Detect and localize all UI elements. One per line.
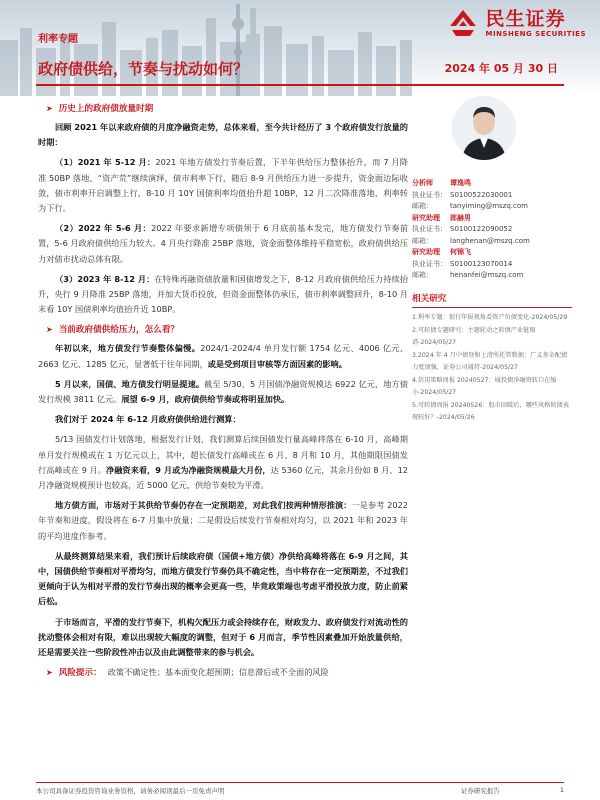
analyst-name: 何锦飞 — [450, 248, 471, 256]
footer-disclaimer: 本公司具备证券投资咨询业务资格，请务必阅读最后一页免责声明 — [36, 787, 225, 795]
report-date: 2024 年 05 月 30 日 — [444, 62, 558, 75]
brand-logo-block — [446, 6, 587, 40]
related-research-item[interactable]: 5.可转债周报 20240526：股市回暖后，哪些风格转债表现较好？-2024/05/26 — [412, 402, 569, 421]
footer-doc-type: 证券研究报告 — [460, 787, 500, 795]
analyst-role: 研究助理 — [412, 248, 440, 256]
paragraph: （1）2021 年 5-12 月：2021 年地方债发行节奏后置，下半年供给压力整体抬升，而 7 月降准 50BP 落地、“资产荒”继续演绎，债市利率下行，随后 8-9 月供给压力进一步提升，资金面边际收敛，债市利率开启调整上行，8-10 月 10Y 国债利率均值抬升超 10BP，12 月二次降准落地，利率转为下行。 — [38, 157, 408, 214]
risk-label: 风险提示： — [58, 668, 102, 679]
paragraph: 5/13 国债发行计划落地，根据发行计划，我们测算后续国债发行量高峰将落在 6-10 月，高峰期单月发行规模或在 1 万亿元以上，其中，超长债发行高峰或在 6 月、8 月和 10 月，其他期限国债发行高峰或在 9 月。净融资来看，9 月或为净融资规模最大月份，达 5360 亿元，其余月份如 8 月、12 月净融资规模预计也较高，近 5000 亿元，供给节奏较为平滑。 — [38, 434, 409, 491]
minsheng-logo-icon — [446, 6, 480, 40]
paragraph: 我们对于 2024 年 6-12 月政府债供给进行测算： — [55, 414, 241, 425]
brand-name-cn: 民生证券 — [485, 7, 566, 30]
header-banner — [0, 0, 600, 96]
risk-warning — [46, 666, 408, 678]
sidebar — [412, 96, 572, 425]
sidebar-divider — [412, 307, 572, 308]
section-title: 历史上的政府债放量时期 — [58, 104, 154, 114]
analyst-list — [412, 178, 572, 282]
page-footer — [36, 782, 564, 795]
analyst-entry: 研究助理 郎赫男 执业证书： S0100122090052 邮箱： langhenan@mszq.com — [412, 213, 572, 248]
analyst-entry: 研究助理 何锦飞 执业证书： S0100123070014 邮箱： henanfei@mszq.com — [412, 247, 572, 282]
page-title: 政府债供给，节奏与扰动如何？ — [38, 60, 249, 78]
analyst-email[interactable]: tanyiming@mszq.com — [450, 202, 528, 210]
paragraph: 回顾 2021 年以来政府债的月度净融资走势，总体来看，至今共计经历了 3 个政府债发行放量的时期： — [38, 122, 408, 148]
paragraph: （2）2022 年 5-6 月：2022 年要求新增专项债须于 6 月底前基本发完，地方债发行节奏前置，5-6 月政府债供给压力较大。4 月央行降准 25BP 落地，资金面整体维持平稳宽松，政府债供给压力对债市扰动总体有限。 — [38, 223, 409, 264]
report-category: 利率专题 — [38, 34, 78, 45]
analyst-name: 郎赫男 — [450, 213, 471, 222]
main-content — [38, 100, 408, 684]
analyst-cert: S0100123070014 — [450, 259, 513, 268]
section-header — [46, 323, 408, 335]
related-research-list — [412, 312, 572, 424]
paragraph: 从最终测算结果来看，我们预计后续政府债（国债+地方债）净供给高峰将落在 6-9 月之间，其中，国债供给节奏相对平滑均匀，而地方债发行节奏仍具不确定性，当中将存在一定预期差，不过我们更倾向于认为相对平滑的发行节奏出现的概率会更高一些，毕竟政策端也考虑平滑投放力度，防止前紧后松。 — [38, 550, 408, 607]
arrow-right-icon: ➤ — [46, 668, 53, 678]
paragraph: （3）2023 年 8-12 月：在特殊再融资债放量和国债增发之下，8-12 月政府债供给压力持续抬升，央行 9 月降准 25BP 落地，并加大货币投放，但资金面整体仍承压，债市利率调整回升，8-10 月末看 10Y 国债利率均值抬升近 10BP。 — [38, 273, 409, 315]
related-research-item[interactable]: 3.2024 年 4 月中债登和上清所托管数据：广义基金配债力度加强，证券公司减持-2024/05/27 — [412, 352, 568, 371]
analyst-cert: S0100522030001 — [450, 190, 513, 199]
page-number: 1 — [559, 786, 564, 794]
related-research-item[interactable]: 2.可转债专题研究：主题轮动之转债产业链图谱-2024/05/27 — [412, 327, 536, 346]
section-title: 当前政府债供给压力，怎么看？ — [58, 325, 180, 336]
related-research-item[interactable]: 1.利率专题：银行年报视角看资产负债变化-2024/05/29 — [412, 313, 568, 321]
analyst-photo — [452, 96, 516, 160]
analyst-portrait-icon — [452, 96, 516, 160]
arrow-right-icon: ➤ — [46, 325, 53, 335]
paragraph: 5 月以来，国债、地方债发行明显提速。截至 5/30，5 月国债净融资规模达 6922 亿元，地方债发行规模 3811 亿元。展望 6-9 月，政府债供给节奏或将明显加快。 — [38, 378, 408, 405]
related-research-title: 相关研究 — [412, 293, 447, 304]
brand-name-en: MINSHENG SECURITIES — [485, 29, 586, 38]
paragraph: 年初以来，地方债发行节奏整体偏慢。2024/1-2024/4 单月发行额 1754 亿元、4006 亿元、2663 亿元、1285 亿元，显著低于往年同期，或是受到项目审核等方面因素的影响。 — [38, 343, 408, 369]
paragraph: 地方债方面，市场对于其供给节奏仍存在一定预期差，对此我们按两种情形推演：一是参考 2022 年节奏和进度，假设将在 6-7 月集中放量；二是假设后续发行节奏相对均匀，以 2021 年和 2023 年的平均进度作参考。 — [38, 500, 408, 541]
analyst-name: 谭逸鸣 — [450, 179, 471, 187]
analyst-cert: S0100122090052 — [450, 225, 513, 233]
analyst-role: 分析师 — [412, 179, 433, 187]
section-header — [46, 102, 408, 114]
analyst-email[interactable]: henanfei@mszq.com — [450, 271, 524, 279]
paragraph: 于市场而言，平滑的发行节奏下，机构欠配压力或会持续存在，财政发力、政府债发行对流动性的扰动整体会相对有限，难以出现较大幅度的调整，但对于 6 月而言，季节性因素叠加开始放量供给，还是需要关注一些阶段性冲击以及由此调整带来的参与机会。 — [38, 616, 408, 658]
analyst-entry: 分析师 谭逸鸣 执业证书： S0100522030001 邮箱： tanyiming@mszq.com — [412, 178, 572, 213]
analyst-email[interactable]: langhenan@mszq.com — [450, 236, 530, 245]
related-research-item[interactable]: 4.信用策略周报 20240527：城投债净融资转口在缩小-2024/05/27 — [412, 377, 557, 396]
arrow-right-icon: ➤ — [46, 104, 53, 113]
title-divider — [36, 84, 564, 86]
risk-text: 政策不确定性；基本面变化超预期；信息滞后或不全面的风险 — [107, 667, 329, 678]
analyst-role: 研究助理 — [412, 213, 440, 222]
